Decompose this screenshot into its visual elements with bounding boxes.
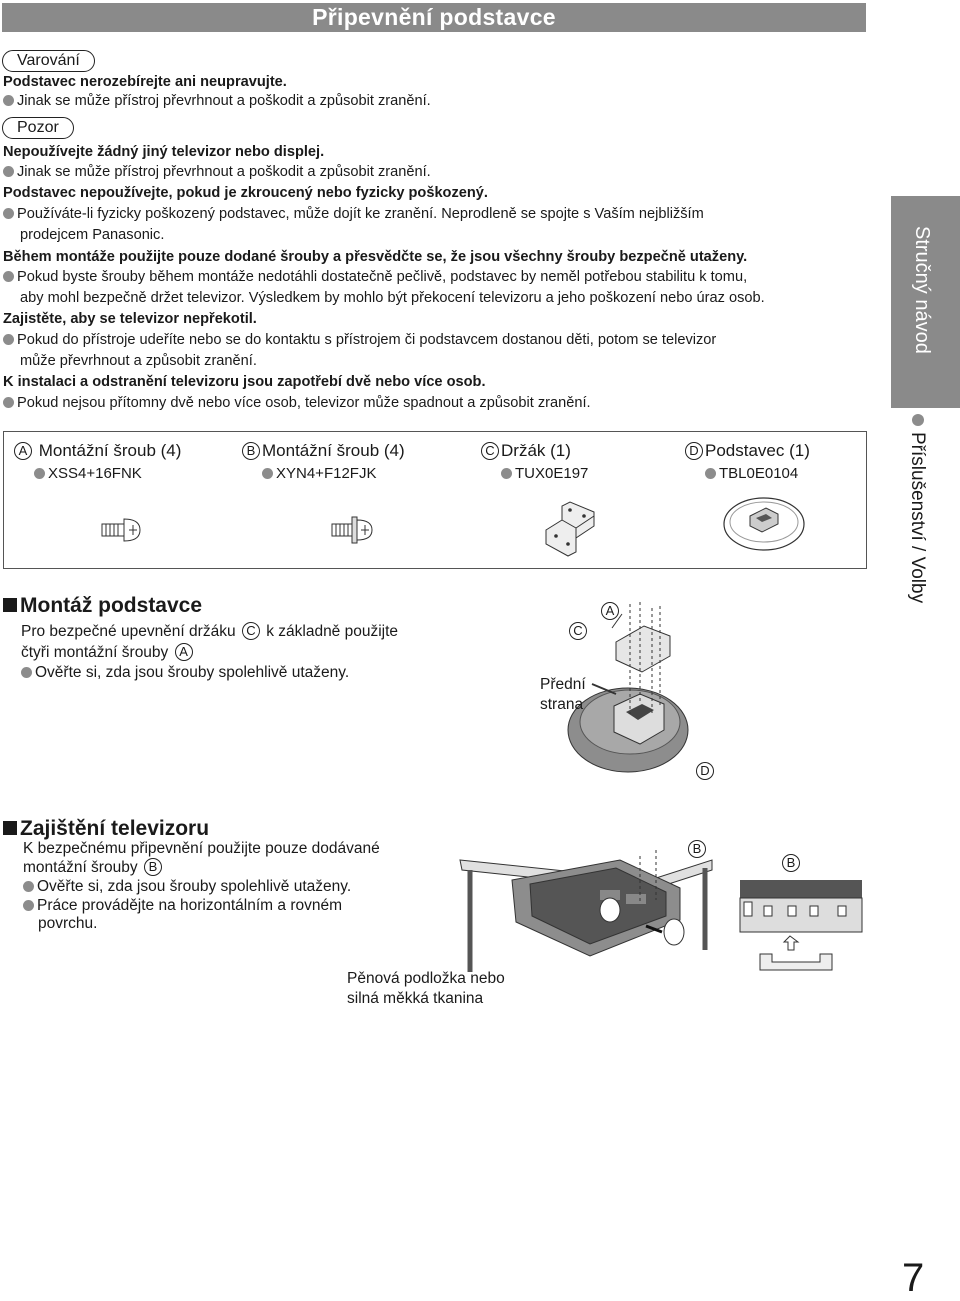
- caution-line-6: Během montáže použijte pouze dodané šrouby a přesvědčte se, že jsou všechny šrouby bezpečně utaženy.: [3, 249, 748, 265]
- caution-line-4: Používáte-li fyzicky poškozený podstavec, může dojít ke zranění. Neprodleně se spojte s Vaším nejbližším: [3, 204, 704, 225]
- caution-line-13: Pokud nejsou přítomny dvě nebo více osob, televizor může spadnout a způsobit zranění.: [3, 393, 591, 414]
- square-bullet-icon: [3, 598, 17, 612]
- sidebar-tab: [891, 196, 960, 408]
- securing-line-1: K bezpečnému připevnění použijte pouze dodávané: [23, 840, 380, 857]
- sidebar-tab-label: Stručný návod: [911, 226, 933, 354]
- bullet-icon: [3, 334, 14, 345]
- warning-badge: Varování: [2, 50, 95, 72]
- callout-d: D: [696, 762, 714, 780]
- part-b-name: B Montážní šroub (4): [240, 441, 405, 461]
- securing-line-2: montážní šrouby B: [23, 858, 164, 877]
- title-bar: [2, 3, 866, 32]
- part-d-name: D Podstavec (1): [683, 441, 810, 461]
- caution-line-2: Jinak se může přístroj převrhnout a poškodit a způsobit zranění.: [3, 162, 431, 183]
- securing-line-4: Práce provádějte na horizontálním a rovném: [23, 896, 342, 915]
- securing-line-5: povrchu.: [38, 915, 98, 932]
- caution-line-5: prodejcem Panasonic.: [20, 227, 165, 243]
- warning-line-1: Podstavec nerozebírejte ani neupravujte.: [3, 74, 287, 90]
- caution-line-9: Zajistěte, aby se televizor nepřekotil.: [3, 311, 257, 327]
- part-b-code: XYN4+F12FJK: [262, 465, 376, 482]
- part-a-code: XSS4+16FNK: [34, 465, 142, 482]
- assembly-line-1: Pro bezpečné upevnění držáku C k základně použijte: [21, 623, 399, 640]
- securing-line-3: Ověřte si, zda jsou šrouby spolehlivě utaženy.: [23, 877, 351, 896]
- sidebar-bullet-icon: [912, 414, 924, 426]
- callout-b-1: B: [688, 840, 706, 858]
- bullet-icon: [3, 271, 14, 282]
- bullet-icon: [3, 95, 14, 106]
- square-bullet-icon: [3, 821, 17, 835]
- part-c-code: TUX0E197: [501, 465, 588, 482]
- callout-b-2: B: [782, 854, 800, 872]
- caution-line-7: Pokud byste šrouby během montáže nedotáhli dostatečně pečlivě, podstavec by neměl potřebou stabilitu k tomu,: [3, 267, 747, 288]
- bracket-c-icon: [540, 498, 604, 558]
- securing-illustration: [450, 840, 720, 980]
- caution-line-10: Pokud do přístroje udeříte nebo se do kontaktu s přístrojem či podstavcem dostanou děti, potom se televizor: [3, 330, 716, 351]
- caution-line-8: aby mohl bezpečně držet televizor. Výsledkem by mohlo být překocení televizoru a jeho poškození nebo úraz osob.: [20, 290, 765, 306]
- front-label: Přední strana: [540, 676, 586, 713]
- callout-a: A: [601, 602, 619, 620]
- securing-heading: Zajištění televizoru: [3, 817, 209, 841]
- warning-line-2: Jinak se může přístroj převrhnout a poškodit a způsobit zranění.: [3, 91, 431, 112]
- bullet-icon: [3, 166, 14, 177]
- part-d-code: TBL0E0104: [705, 465, 798, 482]
- screw-a-icon: [100, 515, 144, 545]
- foam-label: Pěnová podložka nebo silná měkká tkanina: [347, 970, 505, 1007]
- page-title: Připevnění podstavce: [312, 4, 556, 30]
- bullet-icon: [3, 397, 14, 408]
- detail-illustration: [736, 870, 866, 976]
- caution-line-1: Nepoužívejte žádný jiný televizor nebo displej.: [3, 144, 325, 160]
- callout-c: C: [569, 622, 587, 640]
- assembly-line-3: Ověřte si, zda jsou šrouby spolehlivě utaženy.: [21, 662, 349, 683]
- caution-badge: Pozor: [2, 117, 74, 139]
- assembly-heading: Montáž podstavce: [3, 594, 202, 618]
- page-number: 7: [902, 1256, 925, 1300]
- assembly-line-2: čtyři montážní šrouby A: [21, 642, 195, 663]
- screw-b-icon: [330, 514, 376, 546]
- part-c-name: C Držák (1): [479, 441, 571, 461]
- sidebar-sub-label: Příslušenství / Volby: [907, 432, 928, 604]
- stand-d-icon: [720, 492, 806, 552]
- caution-line-11: může převrhnout a způsobit zranění.: [20, 353, 257, 369]
- bullet-icon: [3, 208, 14, 219]
- part-a-name: A Montážní šroub (4): [12, 441, 181, 461]
- caution-line-12: K instalaci a odstranění televizoru jsou zapotřebí dvě nebo více osob.: [3, 374, 486, 390]
- caution-line-3: Podstavec nepoužívejte, pokud je zkroucený nebo fyzicky poškozený.: [3, 185, 488, 201]
